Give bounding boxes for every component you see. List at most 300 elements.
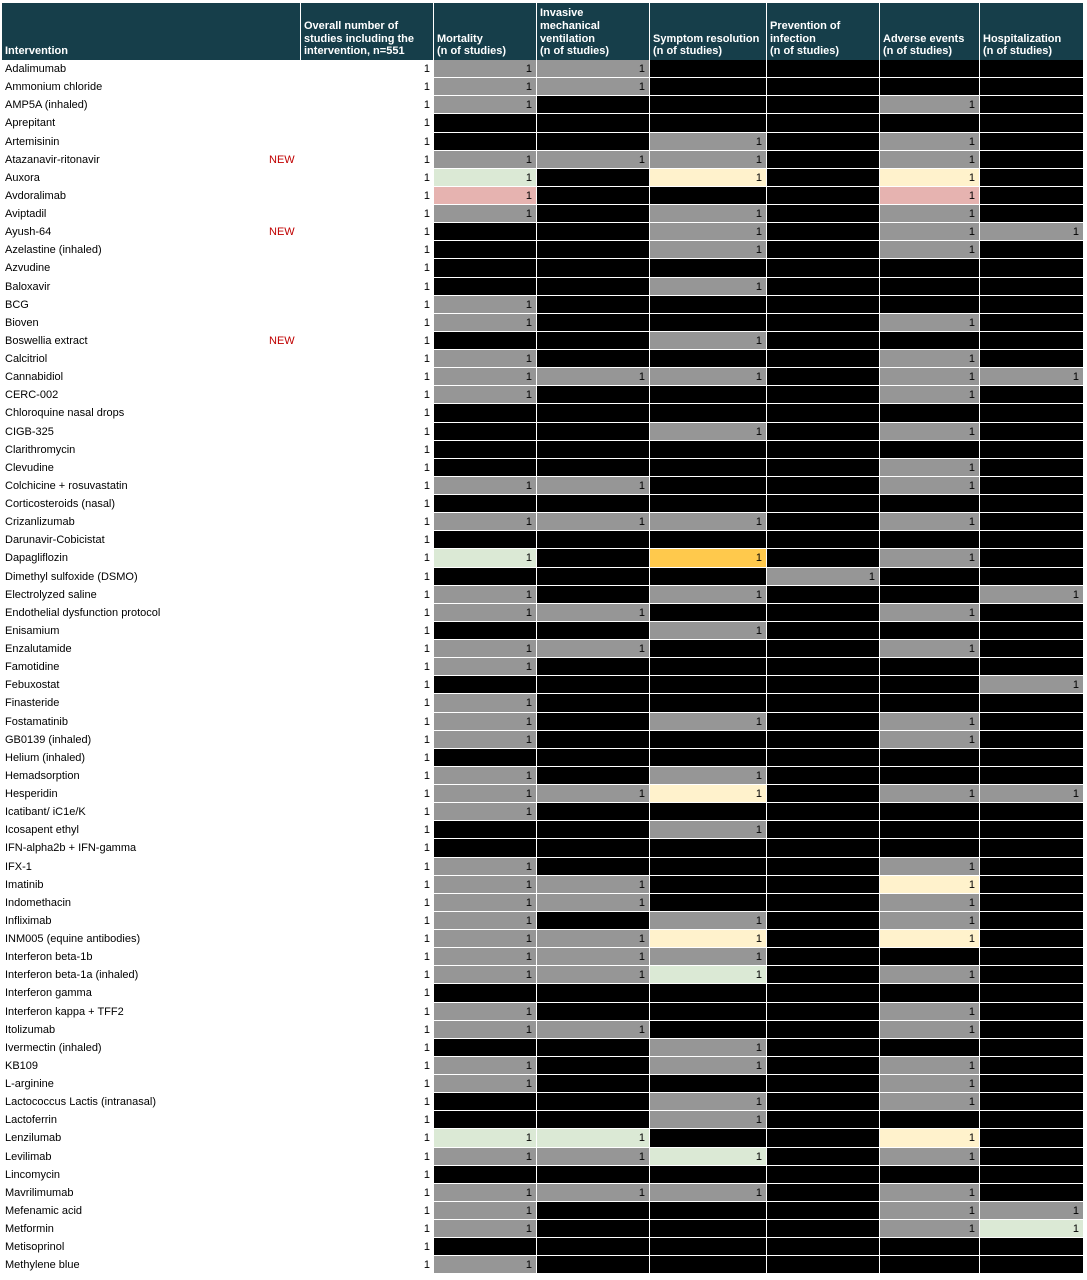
outcome-cell: 1 xyxy=(649,821,766,839)
intervention-name: Ayush-64 xyxy=(5,226,52,239)
outcome-cell xyxy=(979,78,1083,96)
outcome-cell xyxy=(766,1202,879,1220)
outcome-cell xyxy=(979,912,1083,930)
outcome-cell xyxy=(649,404,766,422)
intervention-name: Clevudine xyxy=(5,461,54,474)
outcome-cell: 1 xyxy=(649,966,766,984)
outcome-cell xyxy=(979,1003,1083,1021)
overall-count: 1 xyxy=(423,769,430,782)
new-label xyxy=(266,640,300,658)
outcome-cell xyxy=(979,894,1083,912)
outcome-cell: 1 xyxy=(433,96,536,114)
overall-count: 1 xyxy=(423,896,430,909)
outcome-cell xyxy=(979,477,1083,495)
table-row xyxy=(2,658,1083,676)
new-label xyxy=(266,1057,300,1075)
new-label xyxy=(266,259,300,277)
outcome-cell xyxy=(766,278,879,296)
outcome-cell xyxy=(979,604,1083,622)
intervention-name: Metisoprinol xyxy=(5,1241,65,1254)
outcome-cell: 1 xyxy=(536,785,649,803)
outcome-cell xyxy=(536,767,649,785)
outcome-cell xyxy=(766,1003,879,1021)
outcome-cell: 1 xyxy=(536,78,649,96)
outcome-cell: 1 xyxy=(979,223,1083,241)
outcome-cell xyxy=(979,1075,1083,1093)
outcome-cell: 1 xyxy=(536,477,649,495)
outcome-cell xyxy=(979,133,1083,151)
outcome-cell xyxy=(536,495,649,513)
intervention-name: Indomethacin xyxy=(5,896,72,909)
new-label xyxy=(266,187,300,205)
outcome-cell xyxy=(879,694,979,712)
overall-count: 1 xyxy=(423,1186,430,1199)
outcome-cell: 1 xyxy=(879,604,979,622)
outcome-cell xyxy=(979,858,1083,876)
overall-count: 1 xyxy=(423,99,430,112)
outcome-cell xyxy=(649,114,766,132)
outcome-cell: 1 xyxy=(879,894,979,912)
header-symptom-label: Symptom resolution (n of studies) xyxy=(653,32,760,58)
intervention-name: Baloxavir xyxy=(5,280,51,293)
outcome-cell xyxy=(766,1256,879,1274)
intervention-name: Corticosteroids (nasal) xyxy=(5,498,116,510)
outcome-cell: 1 xyxy=(433,966,536,984)
overall-count: 1 xyxy=(423,425,430,438)
table-row xyxy=(2,187,1083,205)
outcome-cell: 1 xyxy=(433,713,536,731)
outcome-cell xyxy=(766,441,879,459)
outcome-cell: 1 xyxy=(649,767,766,785)
new-label xyxy=(266,568,300,586)
table-row xyxy=(2,1075,1083,1093)
header-overall xyxy=(300,3,433,60)
outcome-cell xyxy=(536,749,649,767)
outcome-cell xyxy=(536,1039,649,1057)
overall-count: 1 xyxy=(423,1114,430,1127)
outcome-cell xyxy=(536,223,649,241)
table-row xyxy=(2,803,1083,821)
outcome-cell: 1 xyxy=(536,1021,649,1039)
outcome-cell xyxy=(979,948,1083,966)
overall-count: 1 xyxy=(423,189,430,202)
intervention-name: Azelastine (inhaled) xyxy=(5,244,102,257)
new-label xyxy=(266,767,300,785)
outcome-cell xyxy=(536,984,649,1002)
table-body xyxy=(2,60,1083,1274)
overall-count: 1 xyxy=(423,969,430,982)
new-label xyxy=(266,930,300,948)
table-row xyxy=(2,423,1083,441)
intervention-name: Lenzilumab xyxy=(5,1132,62,1145)
intervention-name: Levilimab xyxy=(5,1150,52,1163)
outcome-cell xyxy=(879,1039,979,1057)
overall-count: 1 xyxy=(423,153,430,166)
outcome-cell xyxy=(766,386,879,404)
outcome-cell: 1 xyxy=(433,1129,536,1147)
header-symptom-resolution xyxy=(649,3,766,60)
table-row xyxy=(2,1148,1083,1166)
outcome-cell xyxy=(979,1256,1083,1274)
intervention-name: GB0139 (inhaled) xyxy=(5,733,92,746)
outcome-cell xyxy=(766,1111,879,1129)
overall-count: 1 xyxy=(423,914,430,927)
outcome-cell xyxy=(536,676,649,694)
intervention-name: Colchicine + rosuvastatin xyxy=(5,479,128,492)
overall-count: 1 xyxy=(423,262,430,275)
table-row xyxy=(2,459,1083,477)
outcome-cell xyxy=(979,622,1083,640)
outcome-cell: 1 xyxy=(649,1148,766,1166)
outcome-cell xyxy=(649,259,766,277)
intervention-name: IFX-1 xyxy=(5,860,32,873)
outcome-cell xyxy=(766,404,879,422)
outcome-cell: 1 xyxy=(879,1093,979,1111)
outcome-cell xyxy=(536,821,649,839)
outcome-cell xyxy=(766,332,879,350)
outcome-cell xyxy=(979,713,1083,731)
outcome-cell: 1 xyxy=(536,876,649,894)
outcome-cell xyxy=(536,858,649,876)
outcome-cell: 1 xyxy=(433,477,536,495)
outcome-cell xyxy=(433,1238,536,1256)
outcome-cell: 1 xyxy=(649,1111,766,1129)
outcome-cell: 1 xyxy=(536,368,649,386)
table-header xyxy=(2,3,1083,60)
overall-count: 1 xyxy=(423,751,430,764)
outcome-cell xyxy=(979,1184,1083,1202)
outcome-cell: 1 xyxy=(879,1184,979,1202)
header-prevention xyxy=(766,3,879,60)
intervention-name: Dimethyl sulfoxide (DSMO) xyxy=(5,570,138,583)
new-label xyxy=(266,839,300,857)
outcome-cell: 1 xyxy=(649,948,766,966)
header-mortality-label: Mortality (n of studies) xyxy=(437,32,507,58)
table-row xyxy=(2,332,1083,350)
outcome-cell xyxy=(879,568,979,586)
outcome-cell: 1 xyxy=(433,1075,536,1093)
overall-count: 1 xyxy=(423,226,430,239)
intervention-name: Crizanlizumab xyxy=(5,516,75,529)
outcome-cell: 1 xyxy=(766,568,879,586)
outcome-cell xyxy=(649,477,766,495)
overall-count: 1 xyxy=(423,298,430,311)
overall-count: 1 xyxy=(423,1059,430,1072)
outcome-cell xyxy=(433,984,536,1002)
outcome-cell xyxy=(766,785,879,803)
overall-count: 1 xyxy=(423,588,430,601)
outcome-cell xyxy=(649,858,766,876)
header-ventilation xyxy=(536,3,649,60)
table-row xyxy=(2,640,1083,658)
intervention-name: Infliximab xyxy=(5,914,52,927)
table-row xyxy=(2,350,1083,368)
table-row xyxy=(2,368,1083,386)
header-hospitalization-label: Hospitalization (n of studies) xyxy=(983,32,1062,58)
outcome-cell: 1 xyxy=(433,296,536,314)
outcome-cell xyxy=(879,658,979,676)
overall-count: 1 xyxy=(423,679,430,692)
outcome-cell xyxy=(433,1039,536,1057)
outcome-cell: 1 xyxy=(433,586,536,604)
new-label xyxy=(266,549,300,567)
intervention-name: Lactoferrin xyxy=(5,1114,57,1127)
outcome-cell xyxy=(879,948,979,966)
intervention-name: Cannabidiol xyxy=(5,371,64,384)
overall-count: 1 xyxy=(423,788,430,800)
outcome-cell: 1 xyxy=(879,785,979,803)
new-label xyxy=(266,78,300,96)
outcome-cell xyxy=(433,749,536,767)
outcome-cell xyxy=(979,278,1083,296)
overall-count: 1 xyxy=(423,81,430,94)
outcome-cell xyxy=(979,1039,1083,1057)
outcome-cell xyxy=(879,278,979,296)
outcome-cell xyxy=(433,1093,536,1111)
table-row xyxy=(2,821,1083,839)
outcome-cell xyxy=(536,803,649,821)
outcome-cell: 1 xyxy=(879,1148,979,1166)
outcome-cell: 1 xyxy=(433,169,536,187)
outcome-cell xyxy=(766,1039,879,1057)
new-label xyxy=(266,404,300,422)
table-row xyxy=(2,694,1083,712)
outcome-cell xyxy=(979,966,1083,984)
outcome-cell xyxy=(979,984,1083,1002)
outcome-cell xyxy=(433,531,536,549)
outcome-cell xyxy=(766,259,879,277)
overall-count: 1 xyxy=(423,697,430,710)
outcome-cell xyxy=(766,133,879,151)
outcome-cell xyxy=(979,495,1083,513)
overall-count: 1 xyxy=(423,516,430,529)
outcome-cell xyxy=(433,622,536,640)
outcome-cell xyxy=(766,1093,879,1111)
outcome-cell xyxy=(433,1111,536,1129)
intervention-name: Boswellia extract xyxy=(5,334,88,347)
table-row xyxy=(2,858,1083,876)
outcome-cell xyxy=(536,1111,649,1129)
new-label: NEW xyxy=(269,334,295,347)
outcome-cell: 1 xyxy=(979,368,1083,386)
outcome-cell xyxy=(766,731,879,749)
outcome-cell xyxy=(536,622,649,640)
outcome-cell xyxy=(979,350,1083,368)
overall-count: 1 xyxy=(423,63,430,75)
table-row xyxy=(2,604,1083,622)
table-row xyxy=(2,876,1083,894)
outcome-cell xyxy=(766,858,879,876)
overall-count: 1 xyxy=(423,1078,430,1090)
outcome-cell xyxy=(979,314,1083,332)
table-row xyxy=(2,1111,1083,1129)
overall-count: 1 xyxy=(423,552,430,565)
outcome-cell xyxy=(536,586,649,604)
outcome-cell xyxy=(649,531,766,549)
new-label xyxy=(266,350,300,368)
outcome-cell xyxy=(979,423,1083,441)
overall-count: 1 xyxy=(423,1168,430,1181)
header-overall-label: Overall number of studies including the intervention, n=551 xyxy=(304,19,415,58)
intervention-name: Icatibant/ iC1e/K xyxy=(5,806,86,819)
table-row xyxy=(2,1238,1083,1256)
outcome-cell: 1 xyxy=(979,1202,1083,1220)
outcome-cell xyxy=(433,223,536,241)
table-row xyxy=(2,785,1083,803)
outcome-cell xyxy=(979,803,1083,821)
outcome-cell xyxy=(979,114,1083,132)
outcome-cell xyxy=(766,1148,879,1166)
table-row xyxy=(2,223,1083,241)
outcome-cell: 1 xyxy=(649,930,766,948)
outcome-cell: 1 xyxy=(649,713,766,731)
table-row xyxy=(2,296,1083,314)
outcome-cell xyxy=(766,223,879,241)
outcome-cell xyxy=(766,350,879,368)
new-label xyxy=(266,459,300,477)
overall-count: 1 xyxy=(423,1005,430,1018)
outcome-cell xyxy=(536,839,649,857)
outcome-cell: 1 xyxy=(649,151,766,169)
outcome-cell: 1 xyxy=(536,513,649,531)
outcome-cell xyxy=(766,984,879,1002)
outcome-cell: 1 xyxy=(879,1057,979,1075)
outcome-cell: 1 xyxy=(433,1184,536,1202)
outcome-cell xyxy=(536,278,649,296)
outcome-cell xyxy=(649,731,766,749)
outcome-cell xyxy=(766,495,879,513)
outcome-cell xyxy=(979,1021,1083,1039)
outcome-cell: 1 xyxy=(649,368,766,386)
intervention-name: Helium (inhaled) xyxy=(5,751,86,764)
new-label xyxy=(266,713,300,731)
outcome-cell xyxy=(879,1256,979,1274)
outcome-cell xyxy=(433,404,536,422)
overall-count: 1 xyxy=(423,1223,430,1235)
outcome-cell xyxy=(536,1202,649,1220)
outcome-cell: 1 xyxy=(433,876,536,894)
table-row xyxy=(2,586,1083,604)
outcome-cell: 1 xyxy=(879,966,979,984)
table-row xyxy=(2,151,1083,169)
table-row xyxy=(2,568,1083,586)
outcome-cell xyxy=(979,1148,1083,1166)
outcome-cell xyxy=(879,622,979,640)
outcome-cell xyxy=(433,441,536,459)
new-label xyxy=(266,586,300,604)
new-label xyxy=(266,386,300,404)
outcome-cell: 1 xyxy=(536,930,649,948)
overall-count: 1 xyxy=(423,316,430,329)
outcome-cell xyxy=(649,1220,766,1238)
outcome-cell: 1 xyxy=(879,912,979,930)
outcome-cell: 1 xyxy=(879,169,979,187)
outcome-cell xyxy=(766,241,879,259)
new-label xyxy=(266,296,300,314)
outcome-cell: 1 xyxy=(649,205,766,223)
outcome-cell xyxy=(979,259,1083,277)
overall-count: 1 xyxy=(423,353,430,365)
outcome-cell: 1 xyxy=(649,241,766,259)
overall-count: 1 xyxy=(423,498,430,510)
outcome-cell: 1 xyxy=(536,1129,649,1147)
outcome-cell: 1 xyxy=(433,513,536,531)
outcome-cell xyxy=(649,96,766,114)
intervention-name: Dapagliflozin xyxy=(5,552,68,565)
intervention-name: BCG xyxy=(5,298,29,311)
outcome-cell xyxy=(536,350,649,368)
intervention-name: Darunavir-Cobicistat xyxy=(5,534,105,547)
outcome-cell xyxy=(979,332,1083,350)
outcome-cell xyxy=(766,1021,879,1039)
intervention-name: Aviptadil xyxy=(5,208,47,220)
outcome-cell: 1 xyxy=(649,785,766,803)
outcome-cell xyxy=(766,459,879,477)
outcome-cell xyxy=(979,96,1083,114)
outcome-cell xyxy=(766,1057,879,1075)
outcome-cell xyxy=(766,78,879,96)
header-ventilation-label: Invasive mechanical ventilation (n of studies) xyxy=(540,7,610,58)
outcome-cell xyxy=(879,332,979,350)
outcome-cell xyxy=(536,386,649,404)
new-label xyxy=(266,658,300,676)
outcome-cell: 1 xyxy=(433,694,536,712)
outcome-cell xyxy=(649,350,766,368)
outcome-cell xyxy=(979,640,1083,658)
intervention-name: Finasteride xyxy=(5,697,60,710)
outcome-cell xyxy=(979,169,1083,187)
outcome-cell: 1 xyxy=(433,894,536,912)
intervention-name: IFN-alpha2b + IFN-gamma xyxy=(5,842,137,855)
table-row xyxy=(2,78,1083,96)
outcome-cell xyxy=(979,694,1083,712)
outcome-cell: 1 xyxy=(433,314,536,332)
outcome-cell xyxy=(879,60,979,78)
outcome-cell xyxy=(433,459,536,477)
intervention-name: Icosapent ethyl xyxy=(5,824,79,837)
table-row xyxy=(2,1129,1083,1147)
outcome-cell xyxy=(979,731,1083,749)
outcome-cell xyxy=(766,169,879,187)
outcome-cell xyxy=(536,549,649,567)
outcome-cell xyxy=(649,803,766,821)
intervention-name: Clarithromycin xyxy=(5,443,76,456)
outcome-cell xyxy=(536,314,649,332)
outcome-cell xyxy=(649,1021,766,1039)
overall-count: 1 xyxy=(423,933,430,945)
outcome-cell: 1 xyxy=(879,241,979,259)
outcome-cell xyxy=(766,1075,879,1093)
outcome-cell xyxy=(879,803,979,821)
new-label xyxy=(266,966,300,984)
outcome-cell xyxy=(766,803,879,821)
overall-count: 1 xyxy=(423,1204,430,1217)
outcome-cell xyxy=(649,640,766,658)
outcome-cell: 1 xyxy=(879,477,979,495)
table-row xyxy=(2,477,1083,495)
table-row xyxy=(2,531,1083,549)
overall-count: 1 xyxy=(423,1096,430,1109)
outcome-cell xyxy=(979,513,1083,531)
outcome-cell: 1 xyxy=(433,858,536,876)
outcome-cell xyxy=(979,1238,1083,1256)
outcome-cell xyxy=(879,495,979,513)
new-label xyxy=(266,205,300,223)
outcome-cell xyxy=(879,586,979,604)
outcome-cell xyxy=(649,658,766,676)
table-row xyxy=(2,60,1083,78)
outcome-cell xyxy=(879,259,979,277)
